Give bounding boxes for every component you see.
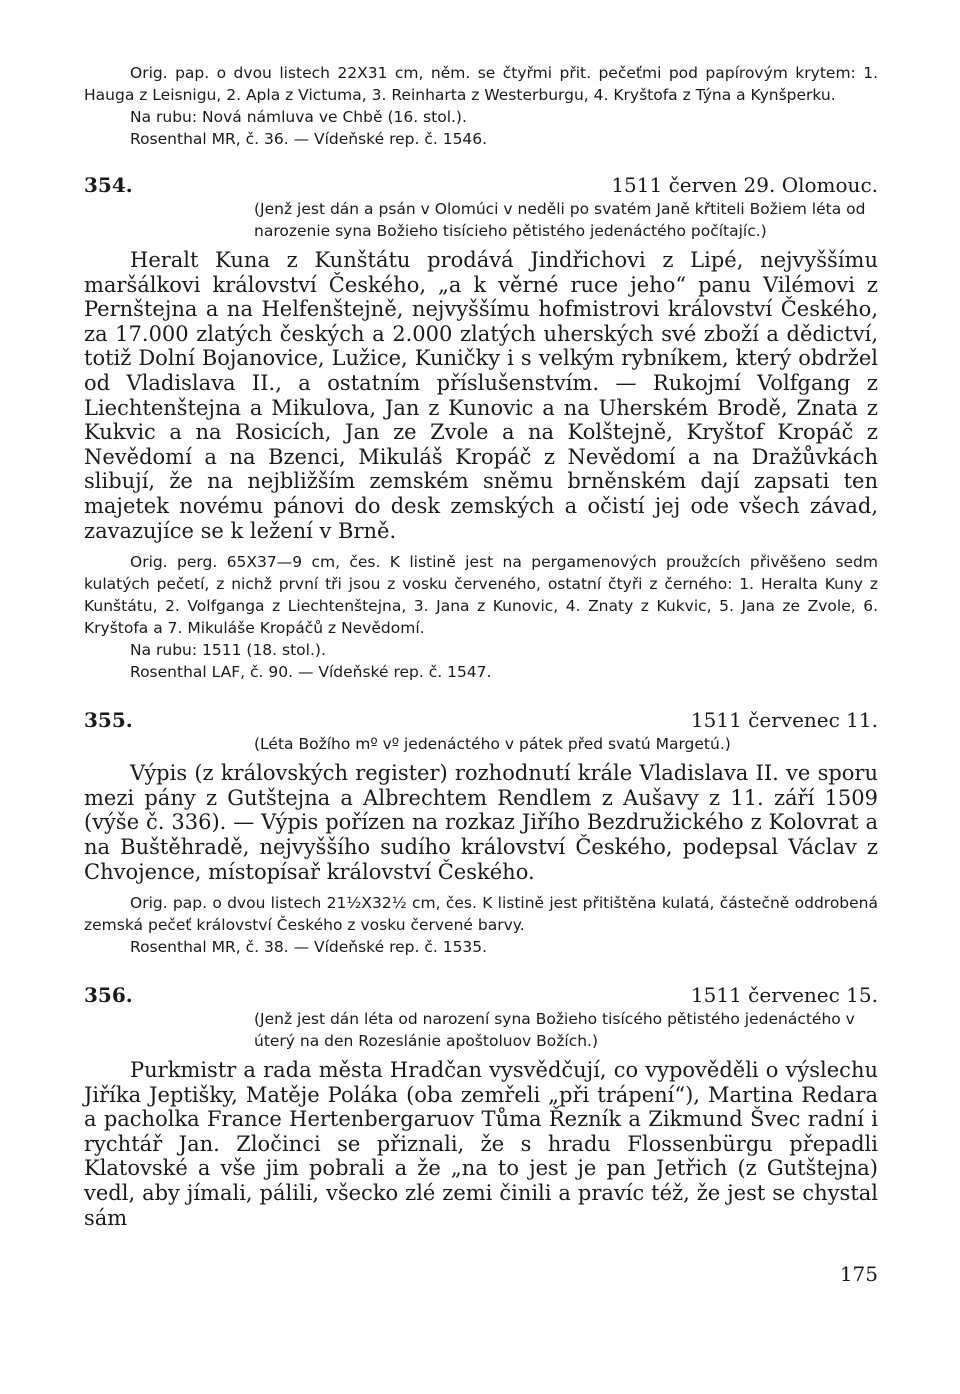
entry-356 xyxy=(84,982,878,1230)
page-number: 175 xyxy=(839,1262,878,1286)
entry-dating: (Jenž jest dán léta od narození syna Božieho tisícého pětistého jedenáctého v úterý na den Rozeslánie apoštoluov Božích.) xyxy=(254,1010,855,1051)
entry-header xyxy=(84,172,878,198)
entry-date: 1511 červen 29. Olomouc. xyxy=(611,173,878,197)
entry-355 xyxy=(84,707,878,958)
entry-header xyxy=(84,707,878,733)
entry-notes xyxy=(84,892,878,958)
entry-note: Rosenthal MR, č. 38. — Vídeňské rep. č. 1535. xyxy=(130,938,488,957)
document-page xyxy=(84,62,878,1230)
entry-number: 354. xyxy=(84,173,133,197)
entry-number: 355. xyxy=(84,708,133,733)
intro-note: Orig. pap. o dvou listech 22X31 cm, něm. se čtyřmi přit. pečeťmi pod papírovým krytem: 1. Hauga z Leisnigu, 2. Apla z Victuma, 3. Reinharta z Westerburgu, 4. Kryštofa z Týna a Kynšperku. xyxy=(84,64,878,104)
entry-notes xyxy=(84,551,878,683)
entry-header xyxy=(84,982,878,1008)
entry-regest: Heralt Kuna z Kunštátu prodává Jindřichovi z Lipé, nejvyššímu maršálkovi království Českého, „a k věrné ruce jeho“ panu Vilémovi z Pernštejna a na Helfenštejně, nejvyššímu hofmistrovi království Českého, za 17.000 zlatých českých a 2.000 zlatých uherských své zboží a dědictví, totiž Dolní Bojanovice, Lužice, Kuničky i s velkým rybníkem, který obdržel od Vladislava II., a ostatním příslušenstvím. — Rukojmí Volfgang z Liechtenštejna a Mikulova, Jan z Kunovic a na Uherském Brodě, Znata z Kukvic a na Rosicích, Jan ze Zvole a na Kolštejně, Kryštof Kropáč z Nevědomí a na Bzenci, Mikuláš Kropáč z Nevědomí a na Dražůvkách slibují, že na nejbližším zemském sněmu brněnském dají zapsati ten majetek novému pánovi do desk zemských a očistí jej ode všech závad, zavazujíce se k ležení v Brně. xyxy=(84,248,878,543)
entry-note: Na rubu: 1511 (18. stol.). xyxy=(130,641,326,660)
entry-regest: Výpis (z královských register) rozhodnutí krále Vladislava II. ve sporu mezi pány z Gutštejna a Albrechtem Rendlem z Aušavy z 11. září 1509 (výše č. 336). — Výpis pořízen na rozkaz Jiřího Bezdružického z Kolovrat a na Buštěhradě, nejvyššího sudího království Českého, podepsal Václav z Chvojence, místopísař království Českého. xyxy=(84,761,878,884)
entry-date: 1511 červenec 11. xyxy=(690,708,878,733)
entry-dating: (Léta Božího mº vº jedenáctého v pátek před svatú Margetú.) xyxy=(254,735,731,754)
entry-note: Orig. perg. 65X37—9 cm, čes. K listině jest na pergamenových proužcích přivěšeno sedm kulatých pečetí, z nichž první tři jsou z vosku červeného, ostatní čtyři z černého: 1. Heralta Kuny z Kunštátu, 2. Volfganga z Liechtenštejna, 3. Jana z Kunovic, 4. Znaty z Kukvic, 5. Jana ze Zvole, 6. Kryštofa a 7. Mikuláše Kropáčů z Nevědomí. xyxy=(84,553,878,638)
intro-note: Na rubu: Nová námluva ve Chbě (16. stol.). xyxy=(130,108,467,126)
entry-dating: (Jenž jest dán a psán v Olomúci v neděli po svatém Janě křtiteli Božiem léta od narozenie syna Božieho tisícieho pětistého jedenáctého počítajíc.) xyxy=(254,200,866,240)
entry-date: 1511 červenec 15. xyxy=(690,983,878,1008)
intro-notes xyxy=(84,62,878,150)
entry-number: 356. xyxy=(84,983,133,1008)
entry-regest: Purkmistr a rada města Hradčan vysvědčují, co vypověděli o výslechu Jiříka Jeptišky, Matěje Poláka (oba zemřeli „při trápení“), Martina Redara a pacholka France Hertenbergaruov Tůma Řezník a Zikmund Švec radní i rychtář Jan. Zločinci se přiznali, že s hradu Flossenbürgu přepadli Klatovské a vše jim pobrali a že „na to jest je pan Jetřich (z Gutštejna) vedl, aby jímali, pálili, všecko zlé zemi činili a pravíc též, že jest se chystal sám xyxy=(84,1058,878,1230)
entry-note: Orig. pap. o dvou listech 21½X32½ cm, čes. K listině jest přitištěna kulatá, částečně oddrobená zemská pečeť království Českého z vosku červené barvy. xyxy=(84,894,878,935)
intro-note: Rosenthal MR, č. 36. — Vídeňské rep. č. 1546. xyxy=(130,130,488,148)
entry-note: Rosenthal LAF, č. 90. — Vídeňské rep. č. 1547. xyxy=(130,663,492,682)
entry-354 xyxy=(84,172,878,683)
